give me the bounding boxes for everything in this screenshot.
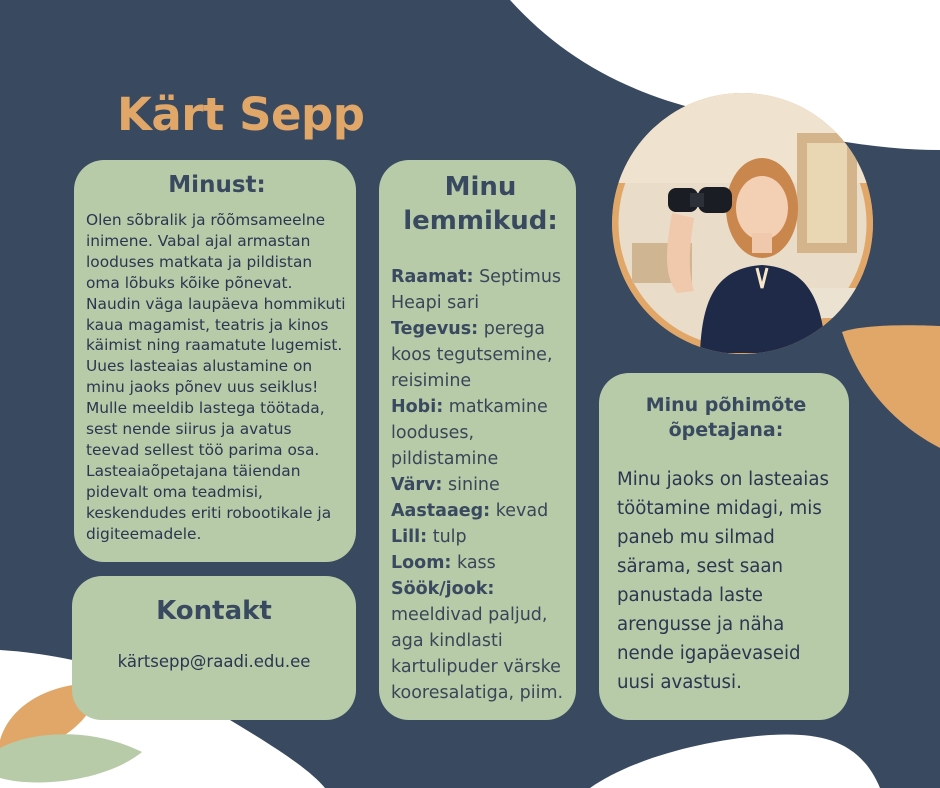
contact-heading: Kontakt <box>156 596 272 626</box>
profile-photo <box>612 93 873 354</box>
white-blob-bottom-center <box>590 734 880 788</box>
favorite-item <box>391 524 570 550</box>
contact-card <box>72 576 356 720</box>
principle-card <box>599 373 849 720</box>
favorite-label: Aastaaeg: <box>391 501 491 521</box>
favorite-label: Loom: <box>391 553 452 573</box>
contact-email[interactable]: kärtsepp@raadi.edu.ee <box>117 652 311 671</box>
favorite-label: Värv: <box>391 475 443 495</box>
favorite-value: tulp <box>427 527 467 547</box>
favorite-label: Tegevus: <box>391 319 479 339</box>
favorite-value: meeldivad paljud, aga kindlasti kartulipuder värske kooresalatiga, piim. <box>391 605 564 703</box>
favorite-item <box>391 550 570 576</box>
favorite-item <box>391 498 570 524</box>
favorite-value: perega koos tegutsemine, reisimine <box>391 319 553 391</box>
favorite-item <box>391 472 570 498</box>
favorites-card <box>379 160 576 720</box>
favorite-value: sinine <box>442 475 500 495</box>
favorite-item <box>391 576 570 706</box>
about-card <box>74 160 356 562</box>
orange-leaf-right <box>842 325 940 448</box>
favorite-item <box>391 316 570 394</box>
favorite-value: kevad <box>490 501 549 521</box>
principle-heading: Minu põhimõte õpetajana: <box>645 394 807 441</box>
favorite-label: Lill: <box>391 527 428 547</box>
favorites-heading: Minu lemmikud: <box>403 172 558 236</box>
favorite-value: matkamine looduses, pildistamine <box>391 397 548 469</box>
favorite-value: Septimus Heapi sari <box>391 267 562 313</box>
favorite-item <box>391 264 570 316</box>
favorite-label: Hobi: <box>391 397 444 417</box>
favorite-value: kass <box>451 553 496 573</box>
about-text: Olen sõbralik ja rõõmsameelne inimene. Vabal ajal armastan looduses matkata ja pildistan oma lõbuks kõike põnevat. Naudin väga laupäeva hommikuti kaua magamist, teatris ja kinos käimist ning raamatute lugemist. Uues lasteaias alustamine on minu jaoks põnev uus seiklus! Mulle meeldib lastega töötada, sest nende siirus ja avatus teevad sellest töö parima osa. Lasteaiaõpetajana täiendan pidevalt oma teadmisi, keskendudes eriti robootikale ja digiteemadele. <box>86 211 346 543</box>
favorite-label: Raamat: <box>391 267 474 287</box>
page-title: Kärt Sepp <box>117 88 365 141</box>
favorite-label: Söök/jook: <box>391 579 495 599</box>
favorite-item <box>391 394 570 472</box>
principle-text: Minu jaoks on lasteaias töötamine midagi, mis paneb mu silmad särama, sest saan panustada laste arengusse ja näha nende igapäevaseid uusi avastusi. <box>617 469 829 693</box>
about-heading: Minust: <box>168 172 266 198</box>
teacher-with-binoculars-illustration <box>612 93 873 354</box>
